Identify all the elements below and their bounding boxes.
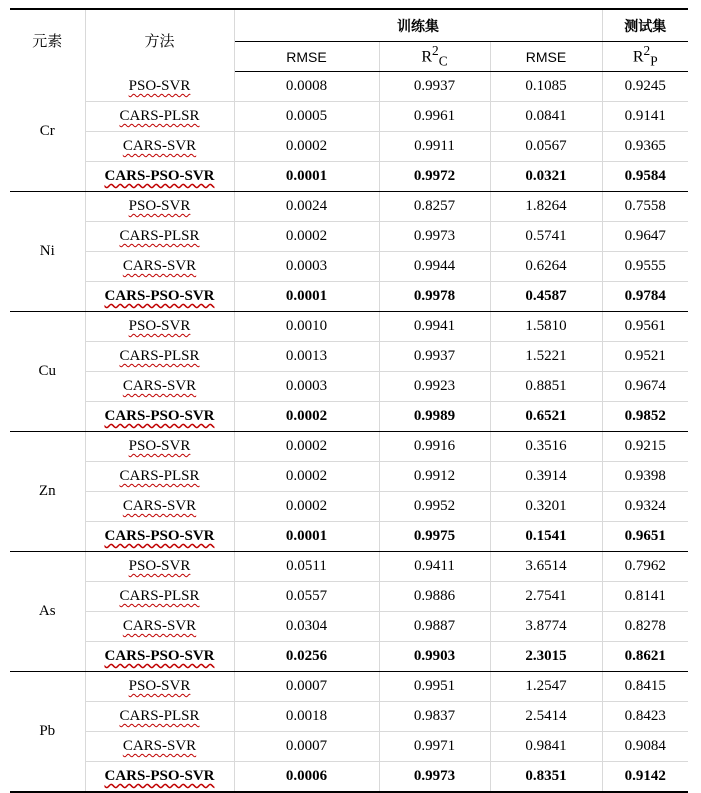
method-name: CARS-SVR	[122, 258, 197, 274]
method-cell	[85, 642, 234, 672]
method-cell	[85, 702, 234, 732]
r2p-cell: 0.9398	[602, 462, 688, 492]
method-name: CARS-SVR	[122, 738, 197, 754]
method-name: CARS-PSO-SVR	[104, 168, 215, 184]
rmse-train-cell: 0.0007	[234, 672, 379, 702]
r2c-subscript: C	[438, 53, 448, 69]
table-row	[10, 582, 688, 612]
rmse-train-cell: 0.0002	[234, 432, 379, 462]
table-row	[10, 672, 688, 702]
rmse-train-cell: 0.0002	[234, 222, 379, 252]
method-name: PSO-SVR	[128, 438, 191, 454]
rmse-train-cell: 0.0256	[234, 642, 379, 672]
method-cell	[85, 732, 234, 762]
results-table	[10, 8, 688, 793]
r2p-cell: 0.9365	[602, 132, 688, 162]
method-name: PSO-SVR	[128, 318, 191, 334]
header-row-groups	[10, 9, 688, 42]
table-row	[10, 132, 688, 162]
r2p-cell: 0.9245	[602, 72, 688, 102]
r2p-cell: 0.9555	[602, 252, 688, 282]
rmse-test-cell: 0.3516	[490, 432, 602, 462]
rmse-test-cell: 2.7541	[490, 582, 602, 612]
table-body	[10, 72, 688, 793]
method-cell	[85, 582, 234, 612]
table-row	[10, 192, 688, 222]
rmse-test-cell: 0.6521	[490, 402, 602, 432]
r2p-cell: 0.8141	[602, 582, 688, 612]
rmse-train-cell: 0.0010	[234, 312, 379, 342]
r2c-cell: 0.9944	[379, 252, 490, 282]
rmse-test-cell: 3.8774	[490, 612, 602, 642]
r2p-cell: 0.9852	[602, 402, 688, 432]
element-cell: Pb	[10, 672, 85, 793]
method-name: PSO-SVR	[128, 198, 191, 214]
element-cell: As	[10, 552, 85, 672]
method-name: PSO-SVR	[128, 678, 191, 694]
table-row	[10, 432, 688, 462]
r2c-header	[379, 42, 490, 72]
method-cell	[85, 192, 234, 222]
method-cell	[85, 222, 234, 252]
method-name: CARS-SVR	[122, 378, 197, 394]
r2c-cell: 0.9411	[379, 552, 490, 582]
rmse-train-cell: 0.0001	[234, 522, 379, 552]
r2c-cell: 0.9973	[379, 222, 490, 252]
rmse-train-cell: 0.0001	[234, 282, 379, 312]
r2p-cell: 0.9561	[602, 312, 688, 342]
table-row	[10, 222, 688, 252]
rmse-test-cell: 0.5741	[490, 222, 602, 252]
rmse-test-cell: 0.6264	[490, 252, 602, 282]
method-column-header: 方法	[85, 9, 234, 72]
r2c-cell: 0.9887	[379, 612, 490, 642]
r2c-cell: 0.9989	[379, 402, 490, 432]
method-cell	[85, 402, 234, 432]
rmse-test-cell: 2.5414	[490, 702, 602, 732]
table-row	[10, 732, 688, 762]
r2p-superscript: 2	[643, 43, 651, 59]
table-row	[10, 342, 688, 372]
method-name: CARS-PSO-SVR	[104, 648, 215, 664]
method-cell	[85, 462, 234, 492]
table-row	[10, 312, 688, 342]
rmse-test-cell: 1.2547	[490, 672, 602, 702]
rmse-train-cell: 0.0001	[234, 162, 379, 192]
r2c-cell: 0.9961	[379, 102, 490, 132]
r2c-cell: 0.8257	[379, 192, 490, 222]
method-cell	[85, 282, 234, 312]
method-name: CARS-SVR	[122, 498, 197, 514]
method-name: CARS-PLSR	[119, 228, 200, 244]
rmse-test-cell: 0.0321	[490, 162, 602, 192]
training-set-header: 训练集	[234, 9, 602, 42]
method-name: CARS-PSO-SVR	[104, 288, 215, 304]
r2c-cell: 0.9911	[379, 132, 490, 162]
r2p-cell: 0.9324	[602, 492, 688, 522]
method-cell	[85, 312, 234, 342]
method-name: CARS-PSO-SVR	[104, 408, 215, 424]
method-name: CARS-PLSR	[119, 708, 200, 724]
method-cell	[85, 342, 234, 372]
method-cell	[85, 552, 234, 582]
table-row	[10, 72, 688, 102]
method-cell	[85, 762, 234, 793]
r2c-cell: 0.9941	[379, 312, 490, 342]
r2c-cell: 0.9975	[379, 522, 490, 552]
r2p-cell: 0.9784	[602, 282, 688, 312]
r2c-cell: 0.9837	[379, 702, 490, 732]
r2p-cell: 0.9215	[602, 432, 688, 462]
r2c-cell: 0.9912	[379, 462, 490, 492]
rmse-test-cell: 0.3201	[490, 492, 602, 522]
rmse-train-cell: 0.0002	[234, 462, 379, 492]
table-row	[10, 702, 688, 732]
r2c-superscript: 2	[432, 43, 439, 59]
r2p-cell: 0.9674	[602, 372, 688, 402]
method-name: CARS-PLSR	[119, 108, 200, 124]
r2p-cell: 0.8423	[602, 702, 688, 732]
method-name: PSO-SVR	[128, 558, 191, 574]
r2p-cell: 0.9651	[602, 522, 688, 552]
r2c-cell: 0.9937	[379, 342, 490, 372]
method-name: CARS-PLSR	[119, 588, 200, 604]
rmse-train-cell: 0.0511	[234, 552, 379, 582]
rmse-train-cell: 0.0003	[234, 372, 379, 402]
r2c-base: R	[421, 48, 433, 66]
r2c-cell: 0.9923	[379, 372, 490, 402]
r2c-cell: 0.9916	[379, 432, 490, 462]
table-row	[10, 762, 688, 793]
table-header	[10, 9, 688, 72]
element-cell: Cu	[10, 312, 85, 432]
rmse-test-cell: 1.5810	[490, 312, 602, 342]
rmse-train-cell: 0.0007	[234, 732, 379, 762]
method-name: PSO-SVR	[128, 77, 191, 94]
element-cell: Cr	[10, 72, 85, 192]
table-row	[10, 612, 688, 642]
r2p-base: R	[632, 48, 644, 66]
r2p-subscript: P	[650, 53, 658, 69]
rmse-test-cell: 0.9841	[490, 732, 602, 762]
rmse-train-cell: 0.0002	[234, 492, 379, 522]
method-cell	[85, 132, 234, 162]
rmse-train-header: RMSE	[234, 42, 379, 72]
table-row	[10, 102, 688, 132]
method-cell	[85, 522, 234, 552]
method-name: CARS-SVR	[122, 618, 197, 634]
rmse-train-cell: 0.0018	[234, 702, 379, 732]
r2p-cell: 0.7962	[602, 552, 688, 582]
rmse-train-cell: 0.0003	[234, 252, 379, 282]
rmse-train-cell: 0.0005	[234, 102, 379, 132]
method-name: CARS-PSO-SVR	[104, 528, 215, 544]
method-cell	[85, 252, 234, 282]
rmse-test-cell: 0.0841	[490, 102, 602, 132]
r2c-cell: 0.9973	[379, 762, 490, 793]
r2p-cell: 0.7558	[602, 192, 688, 222]
r2p-cell: 0.8621	[602, 642, 688, 672]
r2c-cell: 0.9903	[379, 642, 490, 672]
table-row	[10, 642, 688, 672]
method-cell	[85, 672, 234, 702]
table-row	[10, 552, 688, 582]
rmse-train-cell: 0.0024	[234, 192, 379, 222]
r2p-cell: 0.9584	[602, 162, 688, 192]
rmse-test-cell: 0.0567	[490, 132, 602, 162]
rmse-test-cell: 0.8351	[490, 762, 602, 793]
table-row	[10, 372, 688, 402]
rmse-test-cell: 0.8851	[490, 372, 602, 402]
table-row	[10, 462, 688, 492]
r2c-cell: 0.9951	[379, 672, 490, 702]
table-row	[10, 522, 688, 552]
element-column-header: 元素	[10, 9, 85, 72]
r2c-cell: 0.9978	[379, 282, 490, 312]
table-row	[10, 282, 688, 312]
rmse-train-cell: 0.0006	[234, 762, 379, 793]
test-set-header: 测试集	[602, 9, 688, 42]
rmse-train-cell: 0.0557	[234, 582, 379, 612]
rmse-train-cell: 0.0002	[234, 402, 379, 432]
rmse-train-cell: 0.0013	[234, 342, 379, 372]
r2c-cell: 0.9886	[379, 582, 490, 612]
method-cell	[85, 72, 234, 102]
method-cell	[85, 372, 234, 402]
r2p-cell: 0.9647	[602, 222, 688, 252]
rmse-test-cell: 0.3914	[490, 462, 602, 492]
method-name: CARS-PLSR	[119, 468, 200, 484]
r2c-cell: 0.9972	[379, 162, 490, 192]
rmse-train-cell: 0.0008	[234, 72, 379, 102]
table-row	[10, 162, 688, 192]
r2p-cell: 0.9521	[602, 342, 688, 372]
rmse-test-cell: 0.4587	[490, 282, 602, 312]
rmse-test-cell: 1.8264	[490, 192, 602, 222]
method-cell	[85, 102, 234, 132]
method-cell	[85, 162, 234, 192]
r2c-cell: 0.9971	[379, 732, 490, 762]
r2c-cell: 0.9937	[379, 72, 490, 102]
rmse-train-cell: 0.0304	[234, 612, 379, 642]
method-cell	[85, 492, 234, 522]
method-cell	[85, 612, 234, 642]
rmse-test-cell: 1.5221	[490, 342, 602, 372]
r2p-cell: 0.8278	[602, 612, 688, 642]
rmse-test-cell: 2.3015	[490, 642, 602, 672]
r2p-cell: 0.9141	[602, 102, 688, 132]
r2p-cell: 0.9084	[602, 732, 688, 762]
table-row	[10, 402, 688, 432]
element-cell: Ni	[10, 192, 85, 312]
rmse-test-cell: 0.1541	[490, 522, 602, 552]
method-cell	[85, 432, 234, 462]
table-row	[10, 252, 688, 282]
rmse-test-cell: 0.1085	[490, 72, 602, 102]
method-name: CARS-SVR	[122, 138, 197, 154]
rmse-test-header: RMSE	[490, 42, 602, 72]
rmse-train-cell: 0.0002	[234, 132, 379, 162]
method-name: CARS-PSO-SVR	[104, 768, 215, 784]
r2p-cell: 0.9142	[602, 762, 688, 793]
r2p-cell: 0.8415	[602, 672, 688, 702]
r2c-cell: 0.9952	[379, 492, 490, 522]
method-name: CARS-PLSR	[119, 348, 200, 364]
table-row	[10, 492, 688, 522]
element-cell: Zn	[10, 432, 85, 552]
r2p-header	[602, 42, 688, 72]
rmse-test-cell: 3.6514	[490, 552, 602, 582]
